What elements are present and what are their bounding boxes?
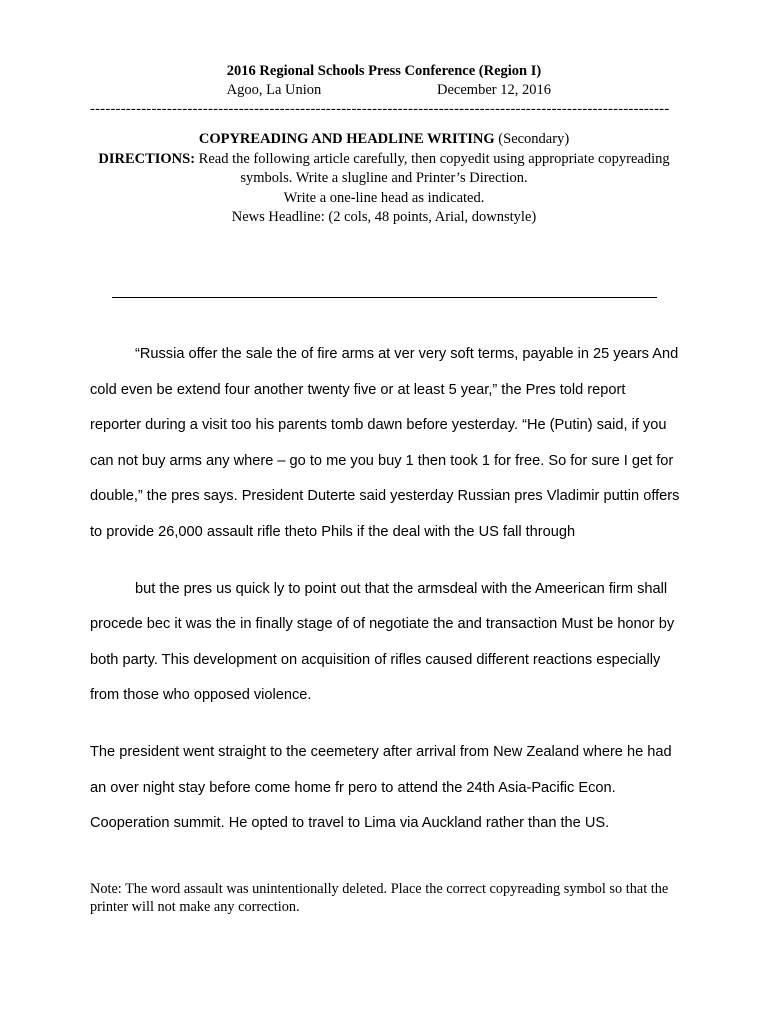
location-date-row <box>90 81 678 100</box>
headline-answer-line <box>112 297 657 298</box>
directions-text-line <box>90 150 678 189</box>
article-paragraph-3: The president went straight to the ceemetery after arrival from New Zealand where he had an over night stay before come home fr pero to attend the 24th Asia-Pacific Econ. Cooperation summit. He opted to travel to Lima via Auckland rather than the US. <box>90 743 672 832</box>
directions-text: Read the following article carefully, then copyedit using appropriate copyreading symbols. Write a slugline and Printer’s Direction. <box>198 150 670 186</box>
directions-label: DIRECTIONS: <box>98 150 196 167</box>
headline-instruction: Write a one-line head as indicated. <box>283 189 485 206</box>
contest-heading-line <box>90 130 678 150</box>
article-paragraph-2: but the pres us quick ly to point out that the armsdeal with the Ameerican firm shall procede bec it was the in finally stage of of negotiate the and transaction Must be honor by both party. This development on acquisition of rifles caused different reactions especially from those who opposed violence. <box>90 580 675 704</box>
dashed-separator: ----------------------------------------------------------------------------------------------------------------- <box>90 101 670 117</box>
article-paragraph-1: “Russia offer the sale the of fire arms at ver very soft terms, payable in 25 years And cold even be extend four another twenty five or at least 5 year,” the Pres told report reporter during a visit too his parents tomb dawn before yesterday. “He (Putin) said, if you can not buy arms any where – go to me you buy 1 then took 1 for free. So for sure I get for double,” the pres says. President Duterte said yesterday Russian pres Vladimir puttin offers to provide 26,000 assault rifle theto Phils if the deal with the US fall through <box>90 346 680 540</box>
document-header <box>90 62 678 100</box>
headline-spec: News Headline: (2 cols, 48 points, Arial, downstyle) <box>231 209 537 225</box>
contest-level: (Secondary) <box>498 131 570 147</box>
conference-place: Agoo, La Union <box>226 82 322 98</box>
conference-date: December 12, 2016 <box>437 82 551 98</box>
conference-title: 2016 Regional Schools Press Conference (Region I) <box>226 63 542 79</box>
article-body <box>90 337 680 842</box>
note-text: Note: The word assault was unintentionally deleted. Place the correct copyreading symbol so that the printer will not make any correction. <box>90 881 669 915</box>
directions-block <box>90 130 678 228</box>
contest-heading: COPYREADING AND HEADLINE WRITING <box>198 131 495 147</box>
